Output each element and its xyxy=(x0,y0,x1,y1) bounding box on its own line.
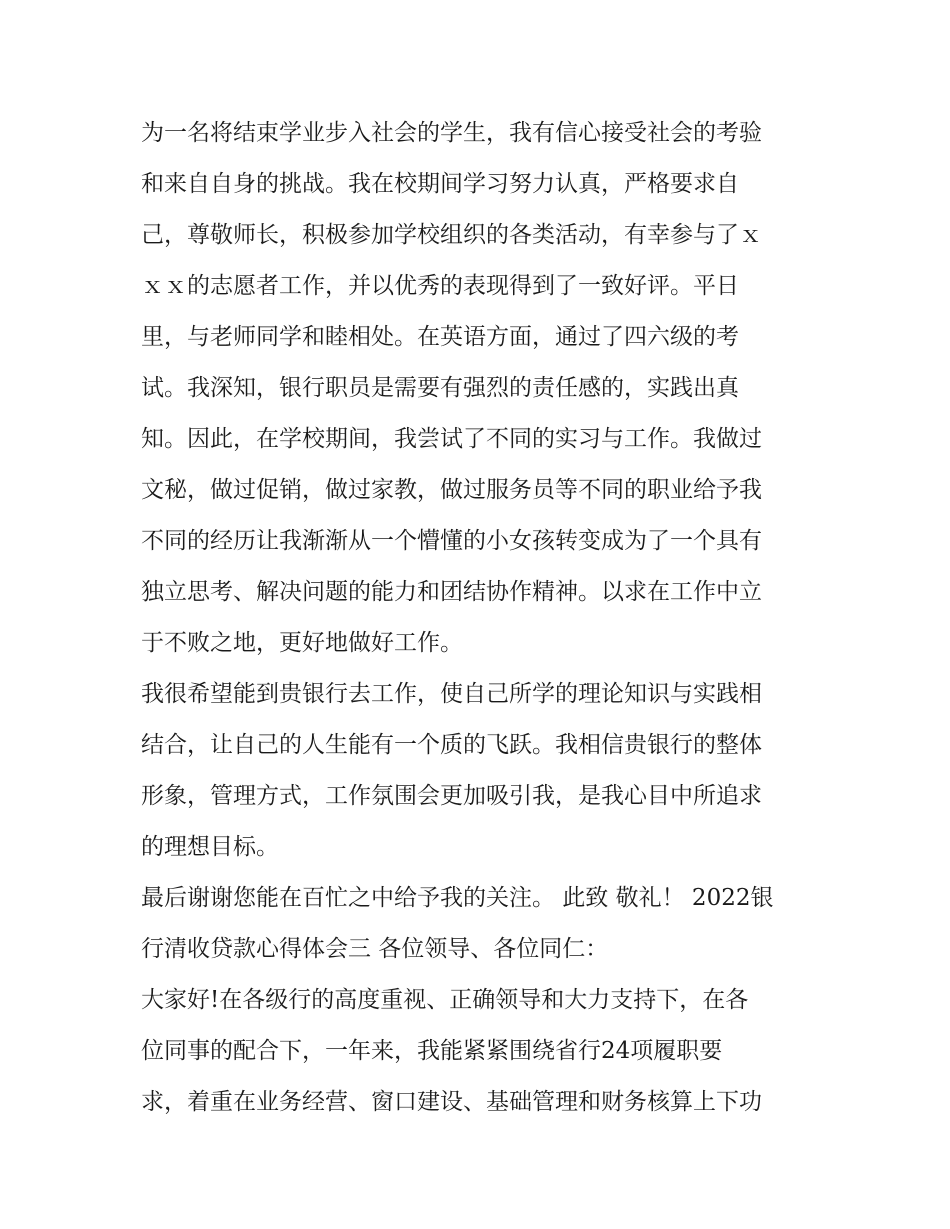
text-line: 里，与老师同学和睦相处。在英语方面，通过了四六级的考 xyxy=(141,324,739,350)
text-line: 位同事的配合下，一年来，我能紧紧围绕省行24项履职要 xyxy=(141,1038,723,1064)
text-line: 最后谢谢您能在百忙之中给予我的关注。 此致 敬礼！ 2022银 xyxy=(141,885,774,911)
text-line: 行清收贷款心得体会三 各位领导、各位同仁： xyxy=(141,936,609,962)
text-line: 大家好!在各级行的高度重视、正确领导和大力支持下，在各 xyxy=(141,987,749,1013)
text-line: 和来自自身的挑战。我在校期间学习努力认真，严格要求自 xyxy=(141,171,739,197)
body-text xyxy=(141,108,821,1128)
text-line: 结合，让自己的人生能有一个质的飞跃。我相信贵银行的整体 xyxy=(141,732,762,758)
text-line: 于不败之地，更好地做好工作。 xyxy=(141,630,463,656)
text-line: 试。我深知，银行职员是需要有强烈的责任感的，实践出真 xyxy=(141,375,739,401)
text-line: ｘｘ的志愿者工作，并以优秀的表现得到了一致好评。平日 xyxy=(141,273,739,299)
text-line: 文秘，做过促销，做过家教，做过服务员等不同的职业给予我 xyxy=(141,477,762,503)
text-line: 独立思考、解决问题的能力和团结协作精神。以求在工作中立 xyxy=(141,579,762,605)
text-line: 我很希望能到贵银行去工作，使自己所学的理论知识与实践相 xyxy=(141,681,762,707)
text-line: 知。因此，在学校期间，我尝试了不同的实习与工作。我做过 xyxy=(141,426,762,452)
text-line: 形象，管理方式，工作氛围会更加吸引我，是我心目中所追求 xyxy=(141,783,762,809)
text-line: 的理想目标。 xyxy=(141,834,279,860)
text-line: 求，着重在业务经营、窗口建设、基础管理和财务核算上下功 xyxy=(141,1089,762,1115)
text-line: 己，尊敬师长，积极参加学校组织的各类活动，有幸参与了ｘ xyxy=(141,222,762,248)
text-line: 不同的经历让我渐渐从一个懵懂的小女孩转变成为了一个具有 xyxy=(141,528,762,554)
text-line: 为一名将结束学业步入社会的学生，我有信心接受社会的考验 xyxy=(141,120,762,146)
